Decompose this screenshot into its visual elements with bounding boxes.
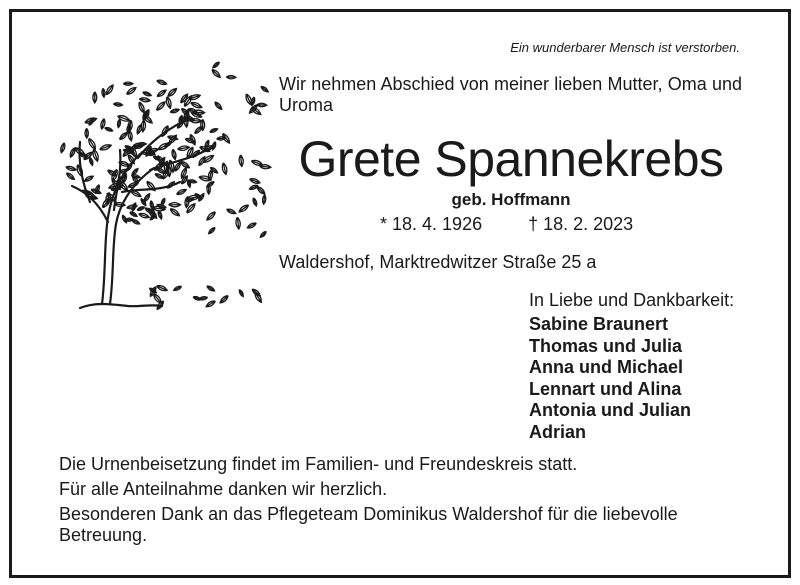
- life-dates: [380, 214, 633, 235]
- maiden-name: geb. Hoffmann: [451, 190, 571, 209]
- notes-block: [59, 454, 759, 550]
- death-date: † 18. 2. 2023: [528, 214, 634, 234]
- address: Waldershof, Marktredwitzer Straße 25 a: [279, 252, 597, 272]
- note-line: Die Urnenbeisetzung findet im Familien- und Freundeskreis statt.: [59, 454, 578, 474]
- note-line: Besonderen Dank an das Pflegeteam Dominikus Waldershof für die liebevolle Betreuung.: [59, 504, 678, 545]
- deceased-name: Grete Spannekrebs: [298, 131, 724, 187]
- family-member: Adrian: [529, 421, 587, 442]
- family-member: Sabine Braunert: [529, 314, 669, 334]
- intro-text: Wir nehmen Abschied von meiner lieben Mutter, Oma und Uroma: [279, 74, 742, 115]
- family-member: Antonia und Julian: [529, 400, 691, 420]
- motto-line: Ein wunderbarer Mensch ist verstorben.: [510, 40, 740, 55]
- wind-blown-tree-icon: [50, 42, 272, 317]
- family-member: Lennart und Alina: [529, 378, 682, 399]
- note-line: Für alle Anteilnahme danken wir herzlich.: [59, 479, 388, 499]
- family-member: Thomas und Julia: [529, 335, 683, 356]
- family-list: [529, 314, 691, 443]
- family-member: Anna und Michael: [529, 357, 684, 377]
- birth-date: * 18. 4. 1926: [380, 214, 483, 234]
- thanks-heading: In Liebe und Dankbarkeit:: [529, 290, 735, 310]
